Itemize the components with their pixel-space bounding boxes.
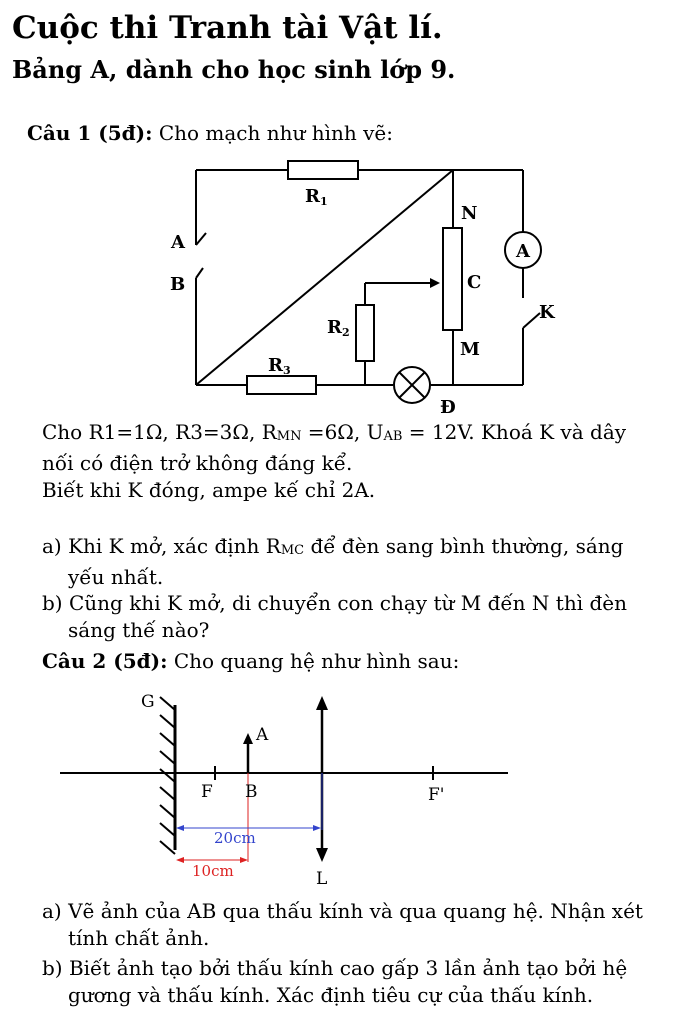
point-a-label: A [256,725,269,745]
node-a-label: A [171,232,185,253]
q1-heading [27,121,393,145]
dimension-20cm-label: 20cm [214,829,256,847]
q2-part-a: a) Vẽ ảnh của AB qua thấu kính và qua quang hệ. Nhận xét tính chất ảnh. [42,899,643,950]
q1-label: Câu 1 (5đ): [27,121,153,145]
focus-f-prime-label: F' [428,785,445,805]
rheostat [443,228,462,330]
q1-part-b: b) Cũng khi K mở, di chuyển con chạy từ M đến N thì đèn sáng thế nào? [42,591,627,642]
r2-resistor [356,305,374,361]
q1-part-a: a) Khi K mở, xác định RMC để đèn sang bình thường, sáng yếu nhất. [42,534,624,589]
mirror-label: G [141,692,155,712]
node-m-label: M [460,339,480,360]
point-b-label: B [245,782,258,802]
page-subtitle: Bảng A, dành cho học sinh lớp 9. [12,55,456,84]
switch-a-blade [196,233,206,245]
node-n-label: N [461,203,478,224]
page-title: Cuộc thi Tranh tài Vật lí. [12,10,443,46]
r3-label: R3 [268,355,291,377]
r3-resistor [247,376,316,394]
slider-arrow-icon [430,278,440,288]
dimension-10cm-label: 10cm [192,862,234,880]
q1-given-line3: Biết khi K đóng, ampe kế chỉ 2A. [42,478,376,502]
q1-intro: Cho mạch như hình vẽ: [158,121,394,145]
object-ab [243,733,253,773]
switch-k-blade [523,313,540,328]
mirror-g [160,697,175,854]
q2-part-b: b) Biết ảnh tạo bởi thấu kính cao gấp 3 lần ảnh tạo bởi hệ gương và thấu kính. Xác định tiêu cự của thấu kính. [42,956,628,1007]
node-b-label: B [170,274,186,295]
ammeter-label: A [516,241,530,262]
r1-resistor [288,161,358,179]
q2-label: Câu 2 (5đ): [42,649,168,673]
r2-label: R2 [327,317,350,339]
circuit-diagram [0,150,699,420]
switch-k-label: K [539,302,555,323]
optics-diagram [0,680,699,890]
q2-heading [42,649,459,673]
lens-label: L [316,869,328,889]
lamp-icon [394,367,430,403]
q1-given [42,419,626,504]
q2-intro: Cho quang hệ như hình sau: [173,649,460,673]
lamp-label: Đ [440,397,456,418]
q1-given-line2: nối có điện trở không đáng kể. [42,451,353,475]
q1-given-line1: Cho R1=1Ω, R3=3Ω, RMN =6Ω, UAB = 12V. Khoá K và dây [42,420,627,444]
node-c-label: C [467,272,482,293]
r1-label: R1 [305,186,328,208]
focus-f-label: F [201,782,213,802]
switch-b-blade [196,268,203,278]
